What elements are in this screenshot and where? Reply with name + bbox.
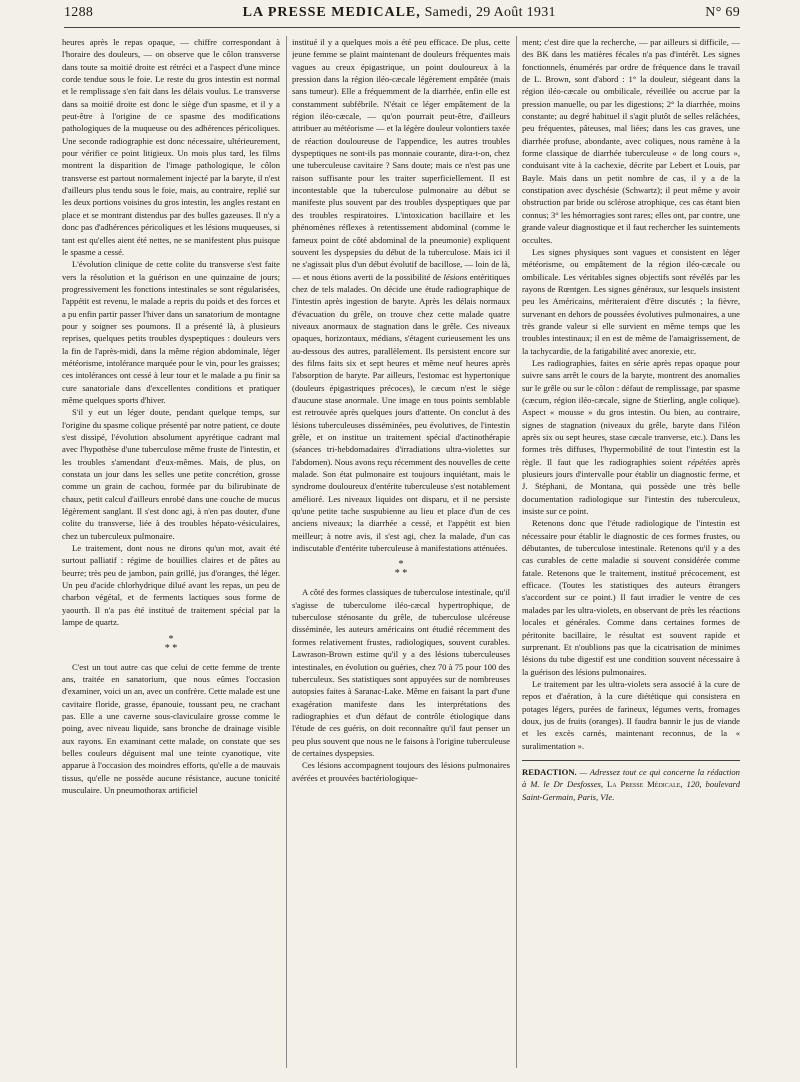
paragraph: Retenons donc que l'étude radiologique de l'intestin est nécessaire pour établir le diagnostic de ces formes frustes, ou débutantes, de tuberculose intestinale. Retenons qu'il y a des cas curables de cette maladie si souvent considérée comme fatale. Retenons que le traitement, institué précocement, est efficace. (Toutes les statistiques des auteurs étrangers s'accordent sur ce point.) Il faut irradier le ventre de ces malades par les ultra-violets, en observant de près les réactions locales et générales. Comme dans certaines formes de péritonite bacillaire, le résultat est souvent rapide et surprenant. Et n'oublions pas que la cicatrisation de minimes lésions du tube digestif est une condition souvent nécessaire à la guérison des lésions pulmonaires. — [522, 518, 740, 677]
column-divider — [516, 36, 517, 1068]
paragraph: Les radiographies, faites en série après repas opaque pour suivre sans arrêt le cours de la baryte, montrent des anomalies sur le grêle ou sur le côlon : défaut de remplissage, par spasme (cæcum, région iléo-cæcale, signe de Stierling, angle colique). Aspect « mousse » du gros intestin. Ou bien, au contraire, signes de stagnation (niveaux du grêle, baryte dans l'iléon après six ou sept heures, stase cæcale tranverse, etc.). Dans les formes très diffuses, l'hypermobilité de tout l'intestin est la règle. Il faut que les radiographies soient répétées après plusieurs jours d'intervalle pour établir un diagnostic ferme, et J. Stéphani, de Montana, qui possède une très belle documentation radiologique sur l'intestin des tuberculeux, insiste sur ce point. — [522, 357, 740, 517]
column-1 — [62, 36, 280, 1068]
journal-title: LA PRESSE MEDICALE, — [242, 5, 421, 20]
paragraph: S'il y eut un léger doute, pendant quelque temps, sur l'origine du spasme colique présenté par notre patient, ce doute s'est dissipé, l'évolution absolument apyrétique cadrant mal avec l'hypothèse d'une tuberculose même fruste de l'intestin, et les troubles s'amendant d'eux-mêmes. Mais, de plus, on constata un jour dans les selles une petite concrétion, grosse comme un grain de cachou, formée par du bilirubinate de chaux, petit calcul d'ailleurs enrobé dans une couche de mucus légèrement sanglant. Il s'est donc agi, à n'en pas douter, d'une colite du transverse, liée à des troubles hépato-vésiculaires, chez un tuberculeux pulmonaire. — [62, 407, 280, 541]
header-rule — [64, 27, 740, 28]
paragraph: Les signes physiques sont vagues et consistent en léger météorisme, ou empâtement de la région iléo-cæcale ou ombilicale. Les véritables signes objectifs sont révélés par les rayons de Rœntgen. Les signes généraux, sur lesquels insistent peu les Américains, mériteraient d'être discutés ; la fièvre, survenant en dehors de poussées évolutives pulmonaires, a une très grande valeur si elle survient en même temps que les troubles intestinaux; il en est de même de l'amaigrissement, de la tachycardie, de la fatigabilité avec anorexie, etc. — [522, 246, 740, 356]
page-number: 1288 — [64, 5, 94, 20]
paragraph: C'est un tout autre cas que celui de cette femme de trente ans, traitée en sanatorium, que nous eûmes l'occasion d'examiner, voici un an, avec un confrère. Cette malade est une cavitaire floride, grasse, épanouie, toussant peu, ne crachant pas. Elle a une caverne sous-claviculaire grosse comme le poing, avec niveau liquide, sans bronche de drainage visible aux rayons. En examinant cette malade, on constate que ses belles couleurs déguisent mal une teinte cyanotique, vite apparue à l'occasion des moindres efforts, qu'elle a de mauvais tissus, qu'elle ne possède aucune résistance, aucune tonicité musculaire. Un pneumothorax artificiel — [62, 661, 280, 795]
paragraph: ment; c'est dire que la recherche, — par ailleurs si difficile, — des BK dans les matières fécales n'a pas d'intérêt. Les signes fonctionnels, énumérés par ordre de fréquence dans le travail de L. Brown, sont d'abord : 1° la douleur, siégeant dans la région iléo-cæcale ou ombilicale, réveillée ou accrue par la pression manuelle, ou par les digestions; 2° la diarrhée, moins constante; au degré habituel il s'agit plutôt de selles relâchées, peu fréquentes, pâteuses, mal liées; dans les cas graves, une diarrhée profuse, abondante, avec coliques, nous ramène à la forme classique de diarrhée tuberculeuse « de long cours », conduisant vite à la cachexie, décrite par Lebert et Louis, par Bayle. Mais dans un petit nombre de cas, il y a de la constipation avec dyschésie (Schwartz); il peut même y avoir obstruction par bride ou sclérose atrophique, ces cas étant bien connus; 3° les hémorragies sont rares; elles ont, par contre, une grande valeur diagnostique et il faut rechercher les suintements occultes. — [522, 37, 740, 245]
redaction-notice: REDACTION. — Adressez tout ce qui concerne la rédaction à M. le Dr Desfosses, La Presse Médicale, 120, boulevard Saint-Germain, Paris, VIe. — [522, 766, 740, 802]
paragraph: Le traitement par les ultra-violets sera associé à la cure de repos et d'aération, à la cure diététique qui consistera en potages légers, purées de farineux, légumes verts, fromages doux, jus de fruits (oranges). Il faudra bannir le jus de viande et les excès carnés, maintenant reconnus, de la « suralimentation ». — [522, 678, 740, 751]
paragraph: Ces lésions accompagnent toujours des lésions pulmonaires avérées et prouvées bactériologique- — [292, 760, 510, 783]
redaction-rule — [522, 760, 740, 761]
column-3 — [522, 36, 740, 1068]
section-separator: * * * — [164, 633, 178, 654]
paragraph: Le traitement, dont nous ne dirons qu'un mot, avait été surtout palliatif : régime de bouillies claires et de pâtes au beurre; très peu de jambon, pain grillé, jus d'oranges, thé léger. Un peu d'acide chlorhydrique dilué avant les repas, un peu de charbon végétal, et de ferments lactiques sous forme de yaourth. Il n'a pas été institué de traitement spécial par la lampe de quartz. — [62, 543, 280, 628]
paragraph: institué il y a quelques mois a été peu efficace. De plus, cette jeune femme se plaint maintenant de douleurs fréquentes mais vagues au creux épigastrique, un point douloureux à la pression dans la région iléo-cæcale légèrement empâtée (mais sans tumeur). Elle a fréquemment de la diarrhée, enfin elle est constamment subfébrile. N'était ce léger empâtement de la région iléo-cæcale, — qu'on pourrait peut-être, d'ailleurs attribuer au météorisme — et la légère douleur volontiers taxée de réaction douloureuse de l'appendice, les autres troubles dyspeptiques ne sont-ils pas monnaie courante, dira-t-on, chez une tuberculeuse cavitaire ? Sans doute; mais ce n'est pas une raison suffisante pour les traiter superficiellement. Il est incontestable que la tuberculose pulmonaire au début se manifeste plus souvent par des troubles dyspeptiques que par des troubles respiratoires. L'intoxication bacillaire et les phénomènes réflexes à retentissement abdominal (comme le fameux point de côté abdominal de la pneumonie) expliquent souvent les dyspepsies du début de la tuberculose. Mais ici il ne s'agissait plus d'un début évolutif de bacillose, — loin de là, — et nous étions averti de la possibilité de lésions entéritiques chez de tels malades. On décide une étude radiographique de l'intestin après ingestion de baryte. Après les délais normaux d'évacuation du grêle, on trouve chez cette malade quatre niveaux anormaux de stagnation dans le grêle. Ces niveaux opaques, horizontaux, médians, s'étagent curieusement les uns au-dessous des autres, parallèlement. Ils persistent encore sur des films faits six et sept heures et même neuf heures après l'absorption de baryte. Par ailleurs, l'estomac est hypertonique (douleurs épigastriques précoces), le cæcum n'est le siège d'aucune stase anormale. Une image en tous points semblable est retrouvée après quelques jours d'attente. On conclut à des lésions tuberculeuses disséminées, peu évolutives, de l'intestin grêle, et on institue un traitement spécial d'actinothérapie (séances tri-hebdomadaires d'irradiations ultra-violettes sur l'abdomen). Nous avons reçu récemment des nouvelles de cette malade. Son état pulmonaire est toujours inquiétant, mais le syndrome douloureux d'entérite tuberculeuse s'est notablement amélioré. Les niveaux liquides ont disparu, et il ne persiste qu'une petite tache suspubienne au lieu et place d'un de ces anciens niveaux; la diarrhée a cessé, et l'appétit est bien meilleur; à notre avis, il s'est agi, chez la malade, d'un cas indiscutable d'entérite tuberculeuse à manifestations atténuées. — [292, 37, 510, 554]
paragraph: heures après le repas opaque, — chiffre correspondant à l'horaire des douleurs, — on observe que le côlon transverse dans toute sa moitié droite est rétréci et a l'aspect d'une mince corde tendue sous le foie. Le reste du gros intestin est normal et le remplissage s'en fait dans les délais voulus. Le transverse dans sa moitié droite est donc le siège d'un spasme, et il y a peut-être à l'origine de ce spasme des modifications pathologiques de la muqueuse ou des adhérences péricoliques. Une seconde radiographie est donc nécessaire, ultérieurement, pour vérifier ce point litigieux. Un mois plus tard, les films montrent la disparition de l'image pathologique, le côlon transverse est partout normalement injecté par la baryte, il n'est d'ailleurs plus tendu sous le foie, mais, au contraire, replié sur les deux portions voisines du gros intestin, les angles restant en place et se montrant distendus par des bulles gazeuses. Il n'y a donc pas d'adhérences péricoliques et les lésions muqueuses, si tant est qu'elles aient été nettes, ne se manifestent plus puisque le spasme a cessé. — [62, 37, 280, 257]
page-header — [64, 0, 740, 26]
issue-number: N° 69 — [705, 5, 740, 20]
column-2 — [292, 36, 510, 1068]
issue-date: Samedi, 29 Août 1931 — [424, 5, 556, 20]
section-separator: * * * — [394, 559, 408, 580]
paragraph: L'évolution clinique de cette colite du transverse s'est faite vers la résolution et la guérison en une quinzaine de jours; progressivement les fonctions intestinales se sont régularisées, l'appétit est revenu, le malade a repris du poids et des forces et a pu enfin partir passer l'hiver dans un sanatorium de montagne pour y soigner ses poumons. Il a présenté là, à plusieurs reprises, quelques petits troubles dyspeptiques : douleurs vers la fin de l'après-midi, dans la même région abdominale, léger météorisme, intolérance marquée pour le vin, pour les graisses; ces intolérances ont cessé à leur tour et le malade a pu finir sa cure sanatoriale dans d'excellentes conditions et pratiquer même quelques sports d'hiver. — [62, 259, 280, 405]
column-divider — [286, 36, 287, 1068]
paragraph: A côté des formes classiques de tuberculose intestinale, qu'il s'agisse de tuberculome iléo-cæcal hypertrophique, de tuberculose sténosante du grêle, de tuberculose ulcéreuse disséminée, les auteurs américains ont étudié récemment des formes relativement frustes, radiologiques, souvent curables. Lawrason-Brown estime qu'il y a des lésions tuberculeuses intestinales, en évolution ou guéries, chez 70 à 75 pour 100 des tuberculeux. Ses statistiques sont appuyées sur de nombreuses autopsies faites à Saranac-Lake. Même en faisant la part d'une exagération manifeste dans les interprétations des radiographies et d'un défaut de contrôle étiologique dans l'étude de ces guéris, on doit reconnaître qu'il faut penser un peu plus souvent que nous ne le faisons à l'origine tuberculeuse de certaines dyspepsies. — [292, 587, 510, 758]
